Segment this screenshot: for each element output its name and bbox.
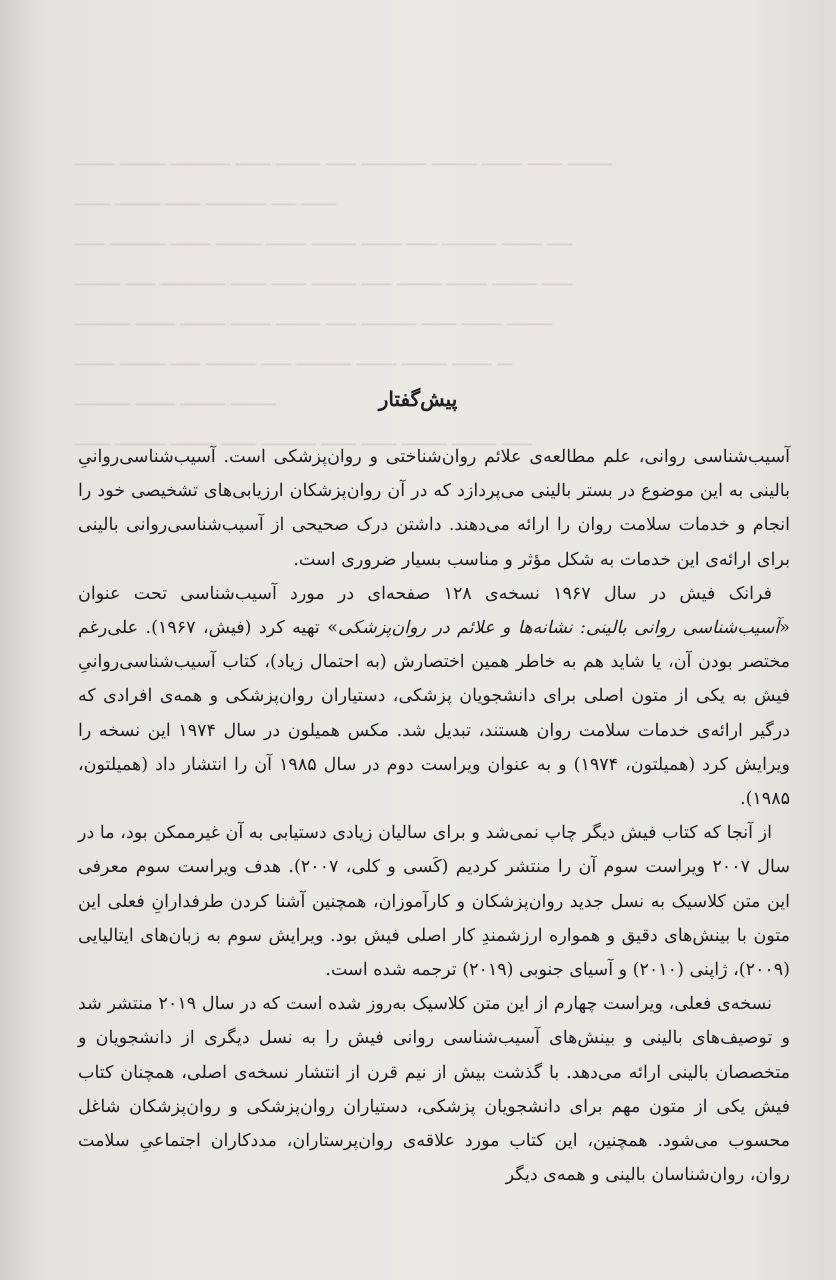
paragraph-2-part-b: » تهیه کرد (فیش، ۱۹۶۷). علی‌رغم مختصر بودن آن، یا شاید هم به خاطر همین اختصارش (به احتمال زیاد)، کتاب آسیب‌شناسی‌روانیِ فیش به یکی از متون اصلی برای دانشجویان پزشکی، دستیاران روان‌پزشکی و همه‌ی افرادی که درگیر ارائه‌ی خدمات سلامت روان هستند، تبدیل شد. مکس همیلون در سال ۱۹۷۴ این نسخه را ویرایش کرد (همیلتون، ۱۹۷۴) و به عنوان ویراست دوم در سال ۱۹۸۵ آن را انتشار داد (همیلتون، ۱۹۸۵). bbox=[78, 618, 791, 810]
paragraph-2-part-a: فرانک فیش در سال ۱۹۶۷ نسخه‌ی ۱۲۸ صفحه‌ای در مورد آسیب‌شناسی تحت عنوان « bbox=[78, 583, 790, 639]
bleed-through-texture: ــــــــ ـــــــــ ــــــــــــ ـــــــ ـــــــــ ــــــ ـــــــــــــ ـــــــــ ــــــــ ـــــــ ـــــــــ ـــــــ ـــــــــ ـــــــ ــــــــــــ ـــــ ـــــــ ــــــ ـــــــــــ ــــــــ ـــــــــ ــــــــ ـــــــــ ــــــــ ــــــ ـــــــــــ ــــــــ ـــــ ـــــــــ ــــــ ـــــــــــــ ـــــــ ـــــــ ـــــــــ ــــــ ـــــــــ ــــــــ ـــــــــ ــــــ ـــــــــــ ــــــــ ـــــــــ ــــــــ ـــــــــ ــــــ ـــــــــــ ـــــــ ــــــــ ـــــــــ ــــــــ ـــــــــ ــــــ ــــــــــ ــــــ ـــــــــــ ــــــــ ـــــــــ ــــــــ ـــ ـــــــــــ ــــــــ ـــــــــ ـــــــــ ـــــــ ــــــــــ ـــــــــ ـــــــ ـــــــــــ ـــــــ ـــــــ ـــــــــ ـــــــــ ــــــ bbox=[75, 150, 613, 450]
paragraph-3: از آنجا که کتاب فیش دیگر چاپ نمی‌شد و برای سالیان زیادی دستیابی به آن غیرممکن بود، ما در سال ۲۰۰۷ ویراست سوم آن را منتشر کردیم (کَسی و کلی، ۲۰۰۷). هدف ویراست سوم معرفی این متن کلاسیک به نسل جدید روان‌پزشکان و کارآموزان، همچنین آشنا کردن طرفدارانِ فعلی این متون با بینش‌های دقیق و همواره ارزشمندِ کار اصلی فیش بود. ویرایش سوم به زبان‌های ایتالیایی (۲۰۰۹)، ژاپنی (۲۰۱۰) و آسیای جنوبی (۲۰۱۹) ترجمه شده است. bbox=[78, 823, 790, 981]
paragraph-2 bbox=[78, 577, 790, 816]
page-title: پیش‌گفتار bbox=[378, 387, 458, 412]
paragraph-4: نسخه‌ی فعلی، ویراست چهارم از این متن کلاسیک به‌روز شده است که در سال ۲۰۱۹ منتشر شد و توصیف‌های بالینی و بینش‌های آسیب‌شناسی روانی فیش را به نسل دیگری از دانشجویان و متخصصان بالینی ارائه می‌دهد. با گذشت بیش از نیم قرن از انتشار نسخه‌ی اصلی، همچنان کتاب فیش یکی از متون مهم برای دانشجویان پزشکی، دستیاران روان‌پزشکی و روان‌پزشکان شاغل محسوب می‌شود. همچنین، این کتاب مورد علاقه‌ی روان‌پرستاران، مددکاران اجتماعیِ سلامت روان، روان‌شناسان بالینی و همه‌ی دیگر bbox=[78, 994, 790, 1186]
foreword-body bbox=[78, 440, 790, 1192]
paragraph-1: آسیب‌شناسی روانی، علم مطالعه‌ی علائم روان‌شناختی و روان‌پزشکی است. آسیب‌شناسی‌روانیِ بالینی به این موضوع در بستر بالینی می‌پردازد که در آن روان‌پزشکان ارزیابی‌های تشخیصی خود را انجام و خدمات سلامت روان را ارائه می‌دهند. داشتن درک صحیحی از آسیب‌شناسی‌روانی بالینی برای ارائه‌ی این خدمات به شکل مؤثر و مناسب بسیار ضروری است. bbox=[78, 447, 790, 570]
book-title-italic: آسیب‌شناسی روانی بالینی: نشانه‌ها و علائم در روان‌پزشکی bbox=[337, 618, 780, 639]
